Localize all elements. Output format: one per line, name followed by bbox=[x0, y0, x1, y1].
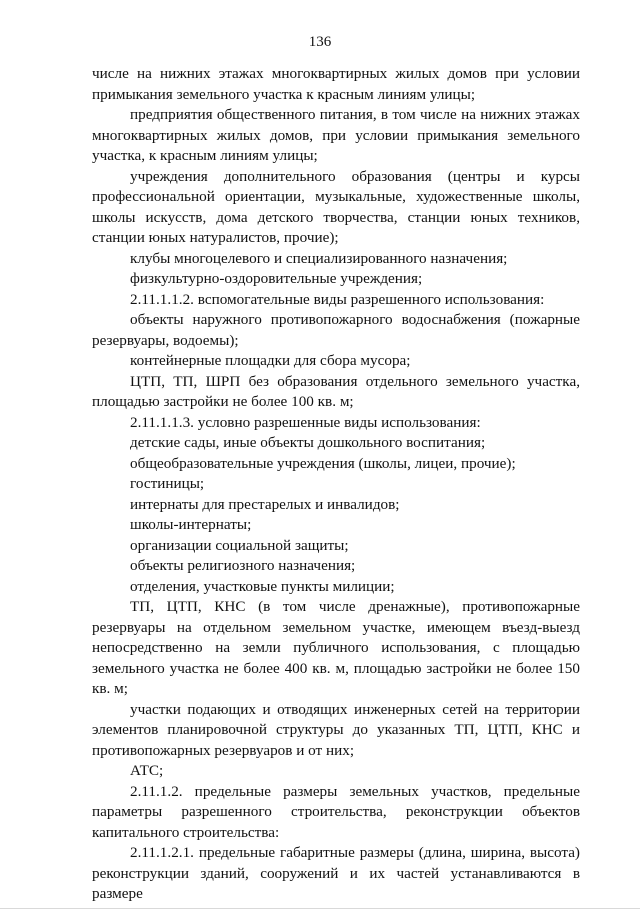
paragraph: общеобразовательные учреждения (школы, лицеи, прочие); bbox=[130, 454, 516, 472]
paragraph: объекты наружного противопожарного водоснабжения (пожарные резервуары, водоемы); bbox=[92, 311, 580, 349]
paragraph: ЦТП, ТП, ШРП без образования отдельного земельного участка, площадью застройки не более 100 кв. м; bbox=[92, 372, 580, 410]
paragraph: клубы многоцелевого и специализированного назначения; bbox=[130, 249, 508, 267]
paragraph: организации социальной защиты; bbox=[130, 536, 349, 554]
page-number: 136 bbox=[308, 34, 332, 50]
paragraph: детские сады, иные объекты дошкольного воспитания; bbox=[130, 434, 486, 451]
paragraph: ТП, ЦТП, КНС (в том числе дренажные), противопожарные резервуары на отдельном земельном участке, имеющем въезд-выезд непосредственно на земли публичного использования, с площадью земельного участка не более 400 кв. м, площадью застройки не более 150 кв. м; bbox=[92, 598, 580, 697]
paragraph: физкультурно-оздоровительные учреждения; bbox=[130, 270, 423, 287]
paragraph: 2.11.1.2.1. предельные габаритные размеры (длина, ширина, высота) реконструкции зданий, сооружений и их частей устанавливаются в размере bbox=[92, 844, 580, 902]
paragraph: школы-интернаты; bbox=[130, 516, 252, 533]
paragraph: АТС; bbox=[130, 762, 164, 779]
paragraph: участки подающих и отводящих инженерных сетей на территории элементов планировочной структуры до указанных ТП, ЦТП, КНС и противопожарных резервуаров и от них; bbox=[92, 700, 580, 759]
paragraph: гостиницы; bbox=[130, 475, 205, 492]
paragraph: 2.11.1.1.2. вспомогательные виды разрешенного использования: bbox=[130, 290, 545, 308]
paragraph: учреждения дополнительного образования (центры и курсы профессиональной ориентации, музыкальные, художественные школы, школы искусств, дома детского творчества, станции юных техников, станции юных натуралистов, прочие); bbox=[92, 167, 580, 246]
paragraph: числе на нижних этажах многоквартирных жилых домов при условии примыкания земельного участка к красным линиям улицы; bbox=[92, 65, 580, 103]
paragraph: контейнерные площадки для сбора мусора; bbox=[130, 352, 411, 369]
document-body bbox=[92, 64, 580, 905]
paragraph: отделения, участковые пункты милиции; bbox=[130, 577, 395, 595]
paragraph: объекты религиозного назначения; bbox=[130, 557, 356, 574]
paragraph: 2.11.1.2. предельные размеры земельных участков, предельные параметры разрешенного строительства, реконструкции объектов капитального строительства: bbox=[92, 782, 580, 841]
paragraph: предприятия общественного питания, в том числе на нижних этажах многоквартирных жилых домов, при условии примыкания земельного участка, к красным линиям улицы; bbox=[92, 106, 580, 164]
paragraph: 2.11.1.1.3. условно разрешенные виды использования: bbox=[130, 413, 481, 431]
paragraph: интернаты для престарелых и инвалидов; bbox=[130, 495, 400, 513]
